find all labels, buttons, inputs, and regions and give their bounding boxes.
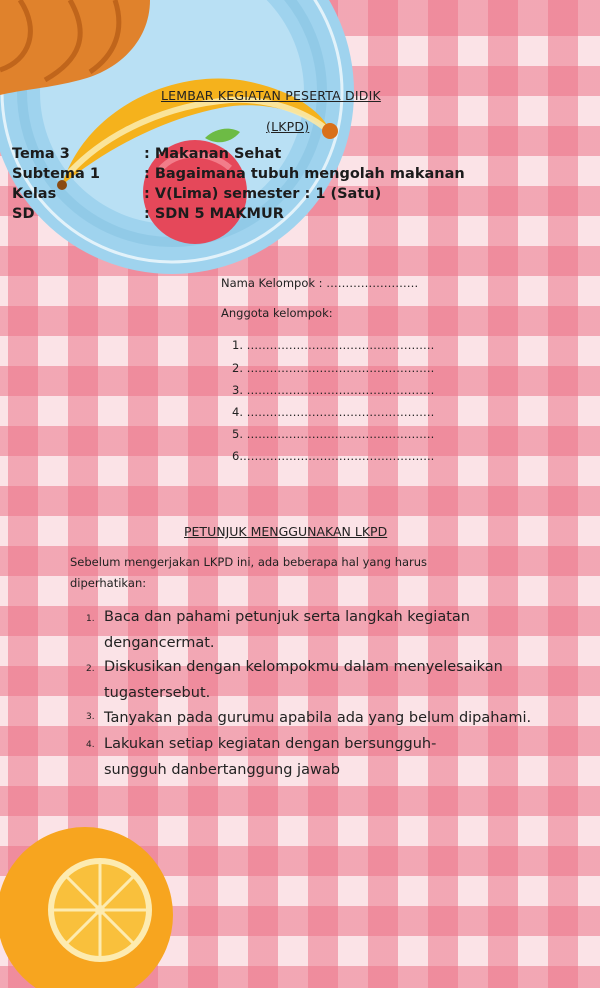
- instructions-intro: Sebelum mengerjakan LKPD ini, ada beberapa hal yang harus diperhatikan:: [70, 555, 428, 590]
- meta-value-sd: : SDN 5 MAKMUR: [144, 206, 284, 222]
- meta-label-subtema: Subtema 1: [12, 166, 100, 182]
- worksheet-title: LEMBAR KEGIATAN PESERTA DIDIK: [161, 88, 381, 103]
- meta-value-tema: : Makanan Sehat: [144, 146, 282, 162]
- member-line-1: 1. ………………………………………….: [232, 338, 435, 352]
- step-number-4: 4.: [86, 740, 95, 750]
- member-line-6: 6.…………………………………………..: [232, 449, 435, 463]
- orange-slice-icon: [0, 827, 173, 988]
- meta-label-tema: Tema 3: [12, 146, 70, 162]
- step-number-3: 3.: [86, 712, 95, 722]
- step-text-1: Baca dan pahami petunjuk serta langkah kegiatan dengancermat.: [104, 609, 470, 651]
- instructions-title: PETUNJUK MENGGUNAKAN LKPD: [184, 524, 388, 539]
- member-line-4: 4. ………………………………………….: [232, 405, 435, 419]
- worksheet-subtitle: (LKPD): [266, 119, 310, 134]
- step-text-2: Diskusikan dengan kelompokmu dalam menyelesaikan tugastersebut.: [104, 659, 503, 701]
- step-text-4: Lakukan setiap kegiatan dengan bersungguh-sungguh danbertanggung jawab: [104, 736, 437, 778]
- step-number-1: 1.: [86, 614, 95, 624]
- meta-value-kelas: : V(Lima) semester : 1 (Satu): [144, 186, 382, 202]
- member-line-3: 3. ………………………………………….: [232, 383, 435, 397]
- meta-label-kelas: Kelas: [12, 186, 57, 202]
- step-text-3: Tanyakan pada gurumu apabila ada yang belum dipahami.: [104, 710, 532, 726]
- group-members-label: Anggota kelompok:: [221, 306, 333, 320]
- member-line-5: 5. ………………………………………….: [232, 427, 435, 441]
- member-line-2: 2. ………………………………………….: [232, 361, 435, 375]
- meta-label-sd: SD: [12, 206, 35, 222]
- group-name-label: Nama Kelompok : ……………………: [221, 276, 419, 290]
- step-number-2: 2.: [86, 664, 95, 674]
- meta-value-subtema: : Bagaimana tubuh mengolah makanan: [144, 166, 465, 182]
